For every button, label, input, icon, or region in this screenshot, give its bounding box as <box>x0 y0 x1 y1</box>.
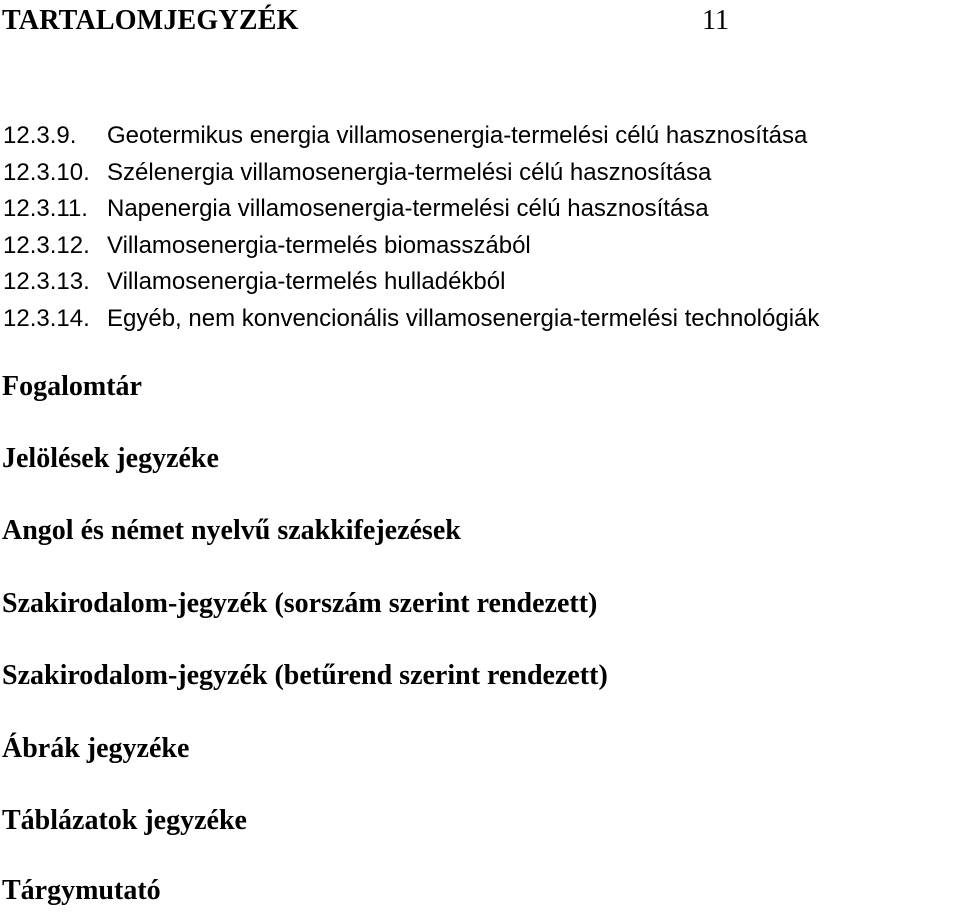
page-number: 11 <box>702 5 729 36</box>
toc-entry-12-3-11[interactable] <box>3 191 819 228</box>
toc-entry-12-3-9[interactable] <box>3 118 819 155</box>
toc-entry-number: 12.3.11. <box>3 195 88 222</box>
toc-section-szakirodalom-betturend[interactable]: Szakirodalom-jegyzék (betűrend szerint rendezett) <box>2 660 608 691</box>
toc-entry-12-3-13[interactable] <box>3 264 819 301</box>
toc-section-abrak-jegyzeke[interactable]: Ábrák jegyzéke <box>2 733 190 764</box>
toc-section-tablazatok-jegyzeke[interactable]: Táblázatok jegyzéke <box>2 805 247 836</box>
toc-entry-title: Geotermikus energia villamosenergia-termelési célú hasznosítása <box>107 122 808 149</box>
toc-entry-title: Villamosenergia-termelés hulladékból <box>107 268 506 295</box>
toc-entry-12-3-10[interactable] <box>3 155 819 192</box>
toc-section-jelolesek-jegyzeke[interactable]: Jelölések jegyzéke <box>2 443 219 474</box>
toc-entry-number: 12.3.12. <box>3 231 90 259</box>
toc-entry-12-3-12[interactable] <box>3 228 819 265</box>
toc-entry-list <box>3 118 819 337</box>
toc-entry-12-3-14[interactable] <box>3 301 819 338</box>
toc-entry-number: 12.3.14. <box>3 304 90 332</box>
toc-entry-title: Napenergia villamosenergia-termelési célú hasznosítása <box>107 195 709 222</box>
toc-entry-title: Villamosenergia-termelés biomasszából <box>107 231 531 259</box>
page-header-title: TARTALOMJEGYZÉK <box>2 5 299 36</box>
toc-entry-number: 12.3.13. <box>3 268 90 295</box>
toc-section-fogalomtar[interactable]: Fogalomtár <box>2 371 142 402</box>
toc-section-targymutato[interactable]: Tárgymutató <box>2 875 161 906</box>
toc-entry-number: 12.3.9. <box>3 122 77 149</box>
toc-entry-title: Szélenergia villamosenergia-termelési célú hasznosítása <box>107 158 712 186</box>
toc-entry-number: 12.3.10. <box>3 158 90 186</box>
toc-section-szakirodalom-sorszam[interactable]: Szakirodalom-jegyzék (sorszám szerint rendezett) <box>2 588 598 619</box>
toc-section-szakkifejezesek[interactable]: Angol és német nyelvű szakkifejezések <box>2 515 461 546</box>
toc-entry-title: Egyéb, nem konvencionális villamosenergia-termelési technológiák <box>107 304 820 332</box>
